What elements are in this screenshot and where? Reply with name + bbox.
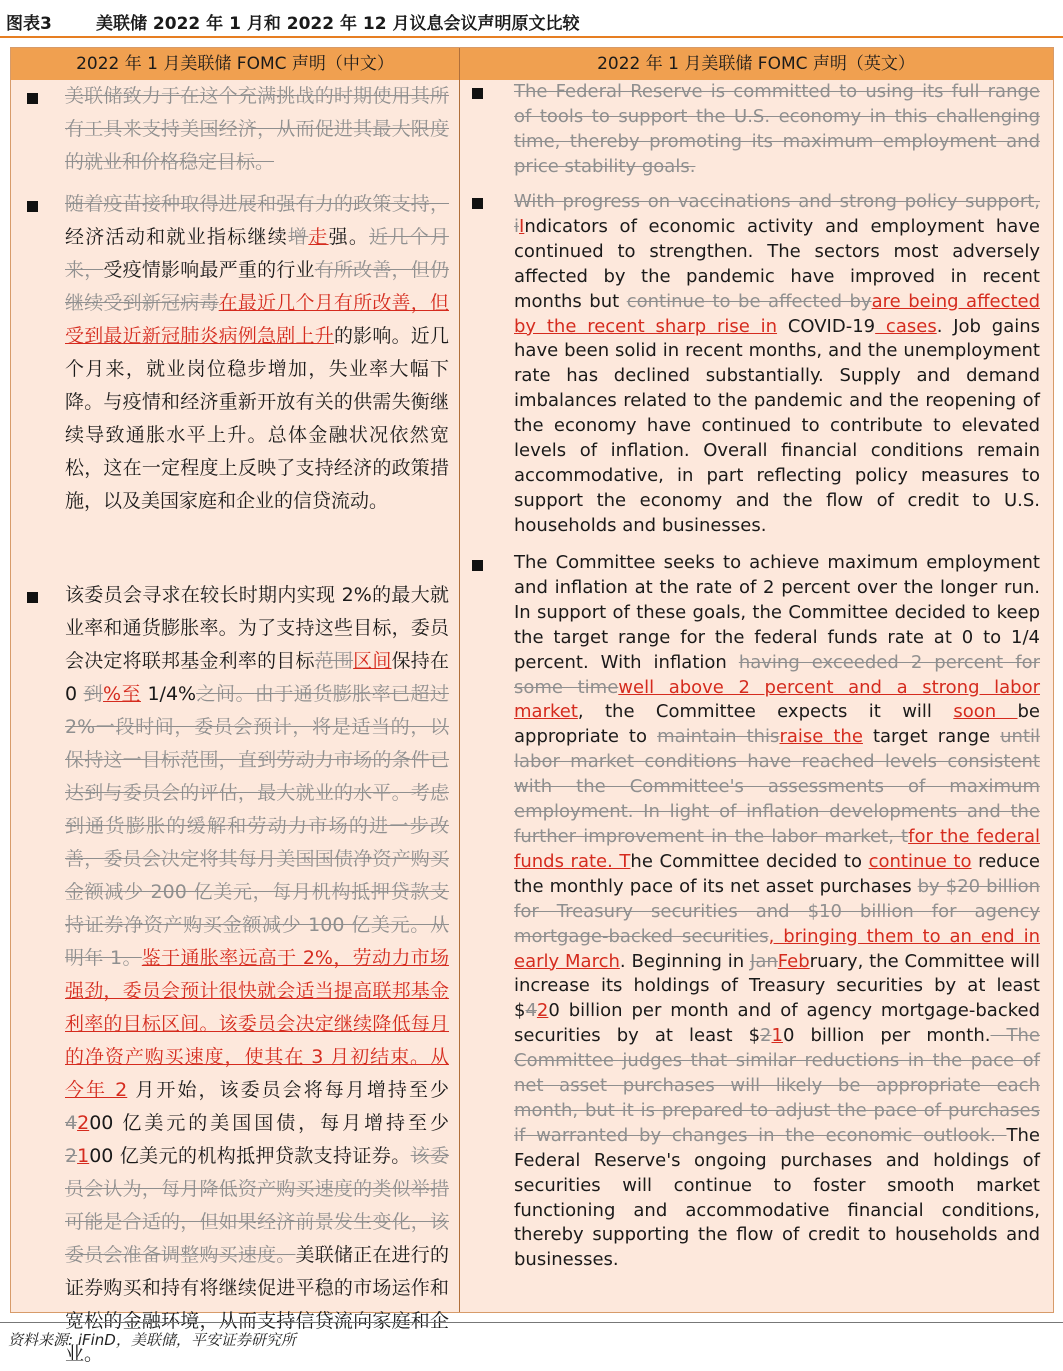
inserted-text: for the federal funds rate. T [514, 825, 1040, 872]
inserted-text: continue to [868, 850, 972, 872]
zh-paragraph-1 [65, 80, 449, 179]
figure-title: 美联储 2022 年 1 月和 2022 年 12 月议息会议声明原文比较 [96, 14, 580, 34]
deleted-text: The Federal Reserve is committed to using its full range of tools to support the U.S. economy in this challenging time, thereby promoting its maximum employment and price stability goals. [514, 81, 1040, 177]
deleted-text: With progress on vaccinations and strong policy support, i [514, 191, 1040, 237]
deleted-text: 由于通货膨胀率已超过 2%一段时间，委员会预计，将是适当的，以保持这一目标范围，直到劳动力市场的条件已达到与委员会的评估，最大就业的水平。考虑到通货膨胀的缓解和劳动力市场的进一步改善，委员会决定将其每月美国国债净资产购买金额减少 200 亿美元，每月机构抵押贷款支持证券净资产购买金额减少 100 亿美元。从明年 1。 [65, 683, 449, 969]
deleted-text: 有所改善，但仍继续受到新冠病毒 [65, 259, 449, 314]
inserted-text: %至 [103, 683, 141, 705]
statement-text: 0 billion per month and of agency mortgage-backed securities by at least $ [514, 1000, 1040, 1047]
statement-text: The Committee seeks to achieve maximum employment and inflation at the rate of 2 percent over the longer run. In support of these goals, the Committee decided to keep the target range for the federal funds rate at 0 to 1/4 percent. With inflation [514, 552, 1040, 673]
statement-text: reduce the monthly pace of its net asset purchases [514, 850, 1040, 897]
deleted-text: Jan [750, 950, 778, 972]
en-paragraph-1 [514, 80, 1040, 180]
inserted-text: 在最近几个月有所改善，但受到最近新冠肺炎病例急剧上升 [65, 292, 449, 347]
column-header-chinese: 2022 年 1 月美联储 FOMC 声明（中文） [11, 48, 460, 80]
statement-text: be appropriate to [514, 701, 1040, 748]
deleted-text: 该委员会认为，每月降低资产购买速度的类似举措可能是合适的，但如果经济前景发生变化，该委员会准备调整购买速度。 [65, 1145, 449, 1266]
deleted-text: 之间。 [196, 683, 255, 705]
deleted-text: by $20 billion for Treasury securities and $10 billion for agency mortgage-backed securities [514, 875, 1040, 947]
statement-text: 00 亿美元的美国国债，每月增持至少 [89, 1112, 449, 1134]
statement-text: 经济活动和就业指标继续 [65, 226, 289, 248]
column-header-english: 2022 年 1 月美联储 FOMC 声明（英文） [459, 48, 1053, 80]
figure-number: 图表3 [6, 14, 52, 34]
deleted-text: until labor market conditions have reached levels consistent with the Committee's assessments of maximum employment. In light of inflation developments and the further improvement in the labor market, t [514, 726, 1041, 847]
en-paragraph-3 [514, 551, 1040, 1273]
statement-text: The Federal Reserve's ongoing purchases and holdings of securities will continue to foster smooth market functioning and accommodative financial conditions, thereby supporting the flow of credit to households and businesses. [514, 1124, 1040, 1271]
bullet-square-icon [472, 198, 483, 209]
inserted-text: 1 [77, 1145, 90, 1167]
statement-text: target range [862, 726, 1001, 748]
inserted-text: , bringing them to an end in early March [514, 925, 1040, 972]
statement-text: he Committee decided to [630, 850, 869, 872]
statement-text: ruary, the Committee will increase its holdings of Treasury securities by at least $ [514, 950, 1040, 1022]
zh-paragraph-2 [65, 188, 449, 518]
statement-text: , the Committee expects it will [577, 701, 954, 723]
deleted-text: 增 [288, 226, 309, 248]
deleted-text: maintain this [657, 726, 780, 748]
deleted-text: 美联储致力于在这个充满挑战的时期使用其所有工具来支持美国经济，从而促进其最大限度的就业和价格稳定目标。 [65, 85, 449, 173]
statement-text: 的影响。近几个月来，就业岗位稳步增加，失业率大幅下降。与疫情和经济重新开放有关的供需失衡继续导致通胀水平上升。总体金融状况依然宽松，这在一定程度上反映了支持经济的政策措施，以及美国家庭和企业的信贷流动。 [65, 325, 449, 512]
zh-paragraph-3 [65, 579, 449, 1371]
deleted-text: continue to be affected by [626, 290, 872, 312]
statement-text: 美联储正在进行的证券购买和持有将继续促进平稳的市场运作和宽松的金融环境，从而支持信贷流向家庭和企业。 [65, 1244, 449, 1365]
statement-text: 0 billion per month. [782, 1025, 991, 1047]
statement-text: 1/4% [140, 683, 197, 705]
deleted-text: 随着疫苗接种取得进展和强有力的政策支持， [65, 193, 449, 215]
deleted-text: 到 [83, 683, 104, 705]
inserted-text: cases [875, 315, 937, 337]
deleted-text: 4 [65, 1112, 78, 1134]
deleted-text: The Committee judges that similar reductions in the pace of net asset purchases will likely be appropriate each month, but it is prepared to adjust the pace of purchases if warranted by changes in the economic outlook. [514, 1025, 1040, 1146]
statement-text: ndicators of economic activity and employment have continued to strengthen. The sectors most adversely affected by the pandemic have improved in recent months but [514, 215, 1040, 312]
deleted-text: 2 [65, 1145, 78, 1167]
deleted-text: 范围 [314, 650, 354, 672]
deleted-text: 2 [760, 1025, 772, 1047]
inserted-text: well above 2 percent and a strong labor market [514, 676, 1040, 723]
bullet-square-icon [472, 88, 483, 99]
inserted-text: 2 [536, 1000, 549, 1022]
bullet-square-icon [27, 201, 38, 212]
statement-text: 00 亿美元的机构抵押贷款支持证券。 [89, 1145, 411, 1167]
inserted-text: are being affected by the recent sharp rise in [514, 290, 1040, 337]
inserted-text: 走 [308, 226, 329, 248]
source-footer [0, 1322, 1063, 1358]
inserted-text: soon [953, 701, 1018, 723]
column-divider [459, 48, 460, 1312]
inserted-text: 区间 [353, 650, 392, 672]
bullet-square-icon [27, 93, 38, 104]
statement-text: 强。 [328, 226, 370, 248]
deleted-text: 4 [525, 1000, 537, 1022]
statement-text: 月开始，该委员会将每月增持至少 [127, 1079, 449, 1101]
deleted-text: having exceeded 2 percent for some time [514, 651, 1040, 698]
deleted-text: 近几个月来， [65, 226, 449, 281]
statement-text: 该委员会寻求在较长时期内实现 2%的最大就业率和通货膨胀率。为了支持这些目标，委员会决定将联邦基金利率的目标 [65, 584, 449, 672]
inserted-text: 2 [77, 1112, 90, 1134]
statement-text: 受疫情影响最严重的行业 [103, 259, 315, 281]
en-paragraph-2 [514, 190, 1040, 539]
bullet-square-icon [472, 560, 483, 571]
statement-text: . Job gains have been solid in recent months, and the unemployment rate has declined substantially. Supply and demand imbalances related to the pandemic and the reopening of the economy have continued to contribute to elevated levels of inflation. Overall financial conditions remain accommodative, in part reflecting policy measures to support the economy and the flow of credit to U.S. households and businesses. [514, 315, 1041, 536]
figure-title-bar [0, 0, 1063, 38]
inserted-text: raise the [779, 726, 863, 748]
statement-text: . Beginning in [619, 950, 751, 972]
inserted-text: 鉴于通胀率远高于 2%，劳动力市场强劲，委员会预计很快就会适当提高联邦基金利率的目标区间。该委员会决定继续降低每月的净资产购买速度，使其在 3 月初结束。从今年 2 [65, 947, 449, 1101]
statement-text: 保持在 0 [65, 650, 449, 705]
bullet-square-icon [27, 592, 38, 603]
source-note: 资料来源: iFinD，美联储，平安证券研究所 [8, 1331, 296, 1349]
inserted-text: I [519, 215, 525, 237]
inserted-text: Feb [777, 950, 810, 972]
statement-text: COVID-19 [777, 315, 876, 337]
inserted-text: 1 [771, 1025, 783, 1047]
